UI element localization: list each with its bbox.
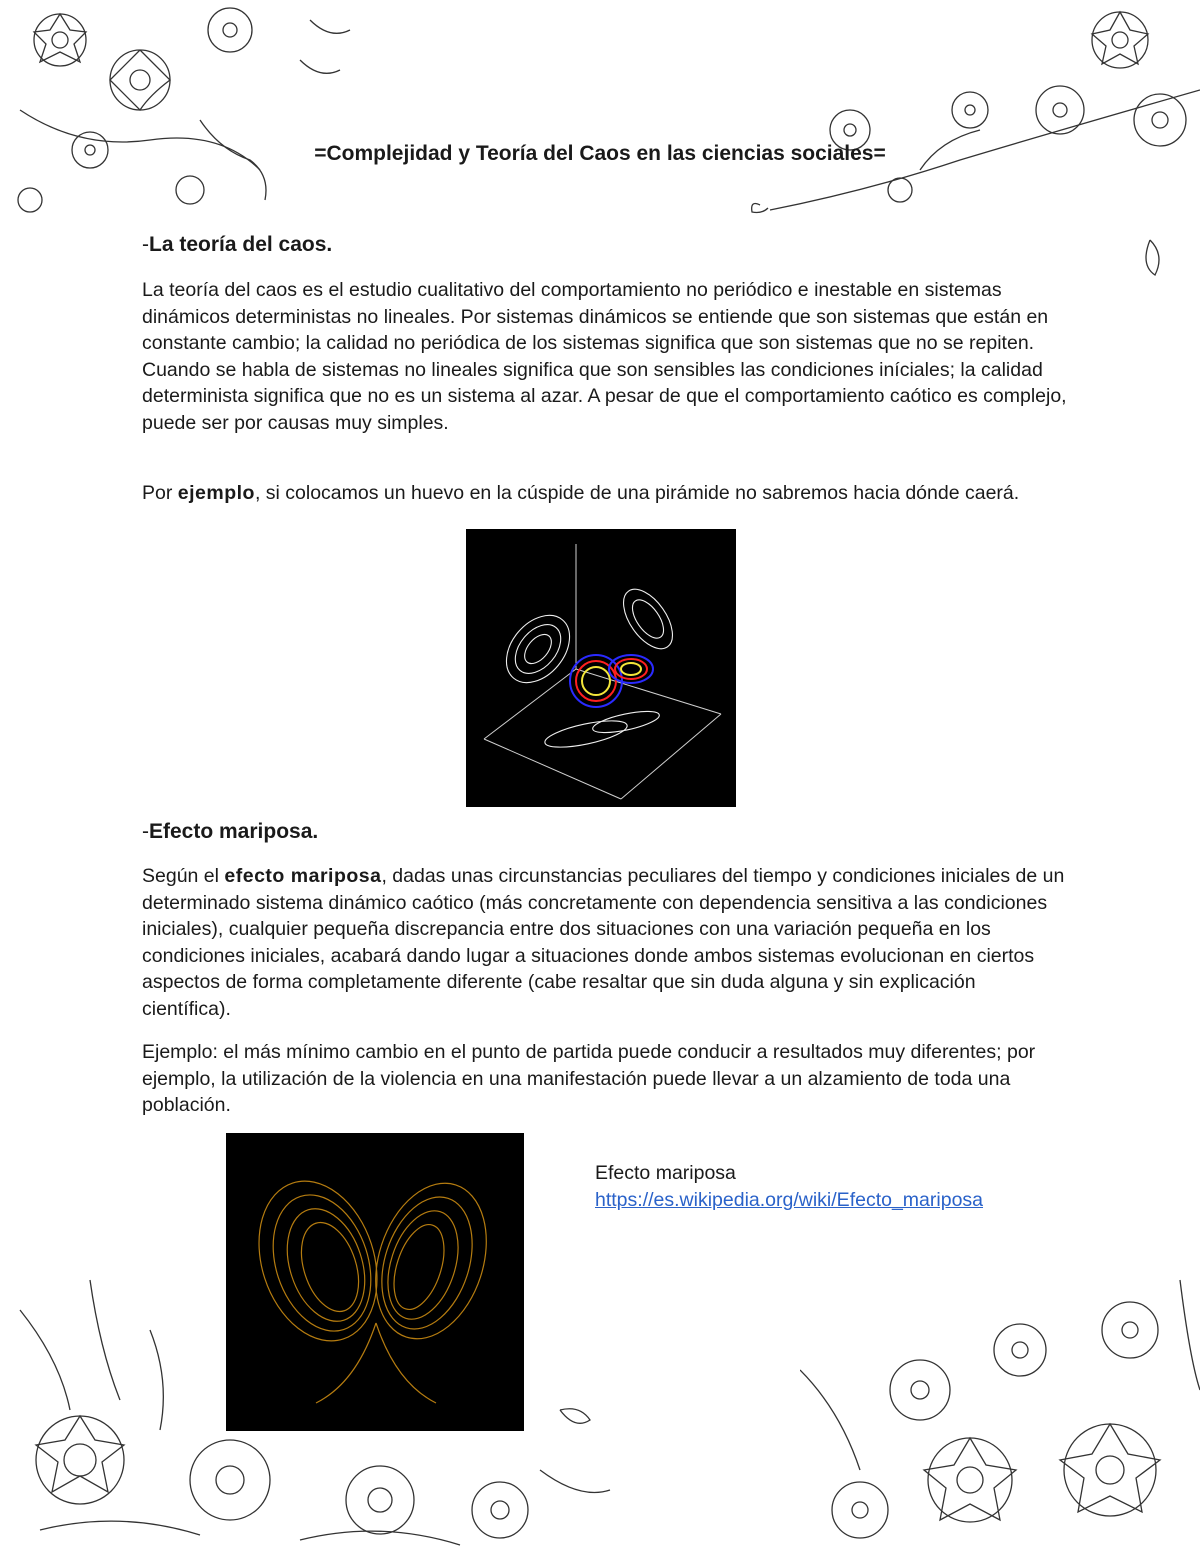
butterfly-caption: [595, 1160, 985, 1213]
floral-decoration-bottom-right: [800, 1270, 1200, 1553]
lorenz-attractor-3d-image: [466, 529, 736, 807]
section-heading-butterfly-effect: [142, 820, 318, 844]
butterfly-bold: efecto mariposa: [224, 865, 382, 887]
heading-dash: -: [142, 233, 149, 256]
wikipedia-link[interactable]: https://es.wikipedia.org/wiki/Efecto_mariposa: [595, 1188, 984, 1211]
section-heading-chaos-theory: [142, 233, 332, 257]
chaos-theory-paragraph: La teoría del caos es el estudio cualitativo del comportamiento no periódico e inestable en sistemas dinámicos deterministas no lineales. Por sistemas dinámicos se entiende que son sistemas que están en constante cambio; la calidad no periódica de los sistemas significa que son sistemas que no se repiten. Cuando se habla de sistemas no lineales significa que son sensibles las condiciones iníciales; la calidad determinista significa que no es un sistema al azar. A pesar de que el comportamiento caótico es complejo, puede ser por causas muy simples.: [142, 279, 1067, 434]
butterfly-suffix: , dadas unas circunstancias peculiares del tiempo y condiciones iniciales de un determinado sistema dinámico caótico (más concretamente con dependencia sensitiva a las condiciones iniciales), cualquier pequeña discrepancia entre dos situaciones con una variación pequeña en los condiciones iniciales, acabará dando lugar a situaciones donde ambos sistemas evolucionan en ciertos aspectos de forma completamente diferente (cabe resaltar que sin duda alguna y sin explicación científica).: [142, 865, 1065, 1020]
example-bold: ejemplo: [177, 482, 255, 504]
butterfly-prefix: Según el: [142, 865, 225, 887]
heading-text: La teoría del caos.: [149, 233, 333, 256]
floral-decoration-top-left: [0, 0, 380, 240]
chaos-example-paragraph: [142, 480, 1067, 507]
butterfly-effect-paragraph: [142, 863, 1067, 1023]
caption-label: Efecto mariposa: [595, 1162, 736, 1184]
page-title: =Complejidad y Teoría del Caos en las ciencias sociales=: [314, 142, 886, 165]
butterfly-example-paragraph: Ejemplo: el más mínimo cambio en el punto de partida puede conducir a resultados muy diferentes; por ejemplo, la utilización de la violencia en una manifestación puede llevar a un alzamiento de toda una población.: [142, 1041, 1036, 1117]
lorenz-butterfly-image: [226, 1133, 524, 1431]
heading-text: Efecto mariposa.: [149, 820, 319, 843]
example-suffix: , si colocamos un huevo en la cúspide de una pirámide no sabremos hacia dónde caerá.: [254, 482, 1020, 504]
heading-dash: -: [142, 820, 149, 843]
example-prefix: Por: [142, 482, 178, 504]
